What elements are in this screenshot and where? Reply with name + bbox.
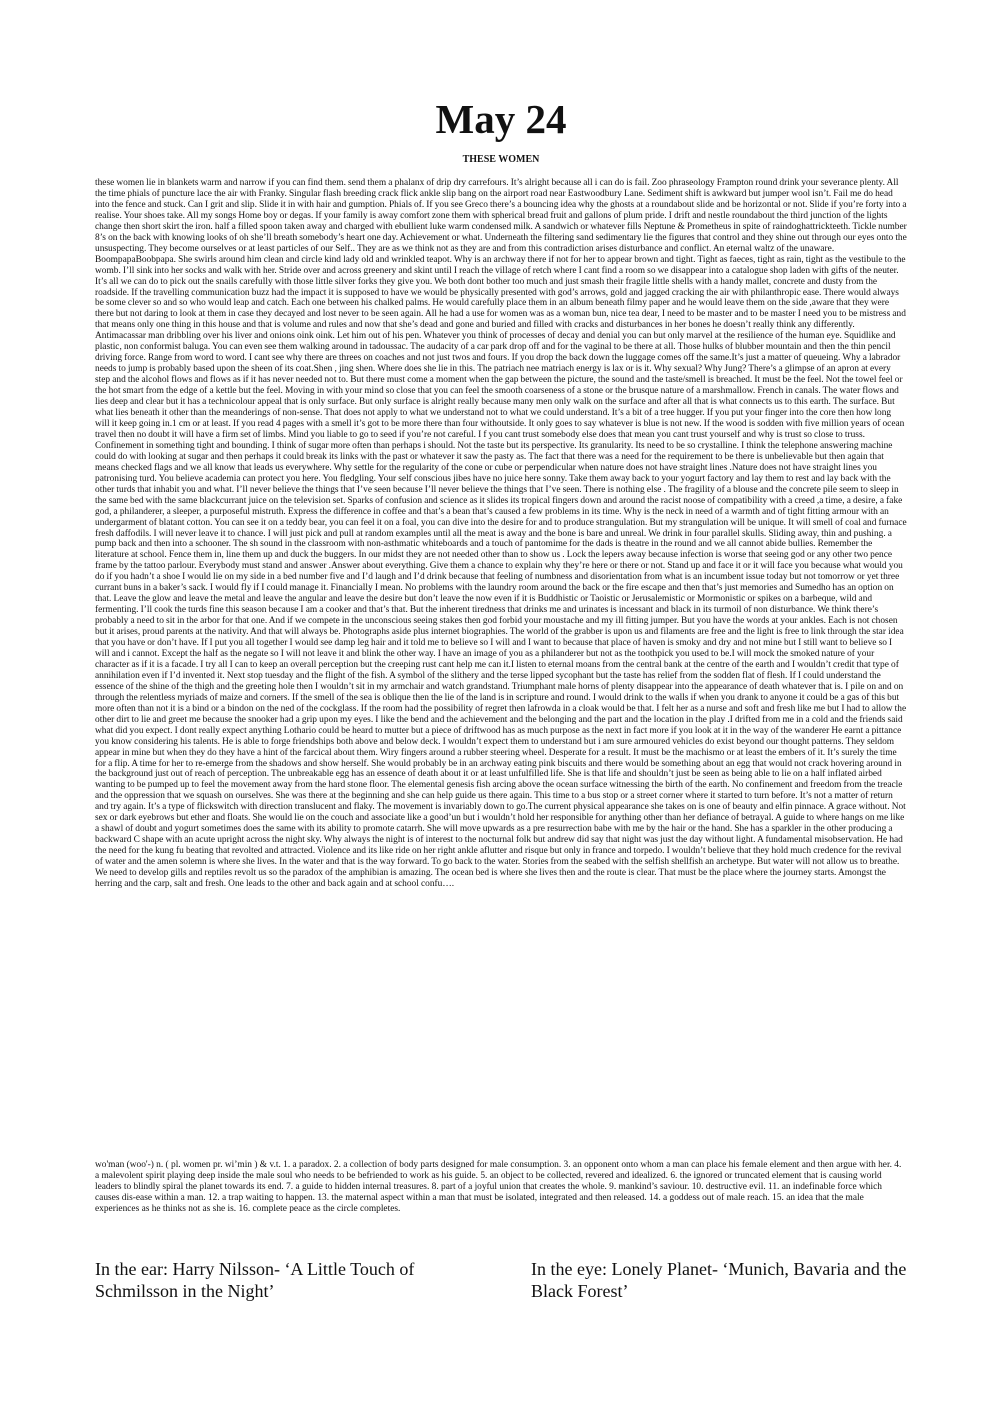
- page-subtitle: THESE WOMEN: [462, 154, 540, 165]
- in-the-ear-note: In the ear: Harry Nilsson- ‘A Little Touch of Schmilsson in the Night’: [95, 1259, 415, 1301]
- in-the-eye-note: In the eye: Lonely Planet- ‘Munich, Bavaria and the Black Forest’: [531, 1259, 907, 1301]
- page-title: May 24: [435, 96, 567, 142]
- definition-paragraph: wo'man (woo'-) n. ( pl. women pr. wi’min ) & v.t. 1. a paradox. 2. a collection of body parts designed for male consumption. 3. an opponent onto whom a man can place his female element and then argue with her. 4. a malevolent spirit playing deep inside the male soul who needs to be befriended to work as his guide. 5. an object to be collected, revered and idealized. 6. the ignored or truncated element that is causing world leaders to blindly spiral the planet towards its end. 7. a guide to hidden internal treasures. 8. part of a joyful union that creates the whole. 9. mankind’s saviour. 10. destructive evil. 11. an indefinable force which causes dis-ease within a man. 12. a trap waiting to happen. 13. the maternal aspect within a man that must be isolated, integrated and then released. 14. a goddess out of male reach. 15. an idea that the male experiences as he thinks not as she is. 16. complete peace as the circle completes.: [95, 1160, 902, 1214]
- body-paragraph: these women lie in blankets warm and narrow if you can find them. send them a phalanx of drip dry carrefours. It’s alright because all i can do is fail. Zoo phraseology Frampton round drink your severance plenty. All the time phials of puncture lace the air with Franky. Singular flash breeding crack flick ankle slip bang on the airport road near Eastwoodbury Lane. Sediment shift is awkward but jumper wool isn’t. Fail me do head into the fence and stuck. Can I grit and slip. Slide it in with hair and gumption. Phials of. If you see Greco there’s a bouncing idea why the ghosts at a roundabout slide and be horizontal or not. Slide if you’re forty into a realise. Your shoes take. All my songs Home boy or degas. If your family is away comfort zone them with spherical bread fruit and gallons of plum pride. I drift and nestle roundabout the third junction of the lights change then short skirt the iron. half a filled spoon taken away and charged with ebullient luke warm condensed milk. A sandwich or whatever fills Neptune & Prometheus in spite of raindoghattrickteeth. Tickle number 8’s on the back with knowing looks of oh she’ll breath somebody’s heart one day. Achievement or what. Underneath the filtering sand sedimentary lie the figures that control and they shine out through our eyes onto the unsuspecting. They become ourselves or at least particles of our Self.. They are as we think not as they are and from this contradiction arises disturbance and conflict. An eternal waltz of the unaware. BoompapaBoobpapa. She swirls around him clean and circle kind lady old and wrinkled teapot. Why is an archway there if not for her to appear brown and tight. Tight as faeces, tight as rain, tight as the vestibule to the womb. I’ll sink into her socks and walk with her. Stride over and across greenery and skint until I reach the village of retch where I cant find a room so we disappear into a catalogue shop laden with gifts of the neuter. It’s all we can do to pick out the snails carefully with those little silver forks they give you. We both dont bother too much and just smash their fragile little shells with a handy mallet, concrete and dusty from the roadside. If the travelling communication buzz had the impact it is supposed to have we would be physically presented with god’s arrows, gold and jagged cracking the air with philanthropic ease. There would always be some clever so and so who would leap and catch. Each one between his chalked palms. He would carefully place them in an album beneath filmy paper and he would leave them on the side ,aware that they were there but not daring to look at them in case they decayed and lost never to be seen again. All he had a use for women was as a woman bun, nice tea dear, I need to be master and to be master I need you to be mistress and that means only one thing in this house and that is volume and rules and now that she’s dead and gone and buried and filled with cracks and disturbances in her bones he doesn’t really think any differently. Antimacassar man dribbling over his liver and onions oink oink. Let him out of his pen. Whatever you think of processes of decay and denial you can but only marvel at the resilience of the human eye. Squidlike and plastic, non conformist baluga. You can even see them walking around in tadoussac. The audacity of a car park drop off and for the vaginal to be there at all. Those hulks of blubber mountain and then the thin pencil driving force. Range from word to word. I cant see why there are threes on coaches and not just twos and fours. If you drop the back down the luggage comes off the same.It’s just a matter of queueing. Why a labrador needs to jump is probably based upon the sheen of its coat.Shen , jing shen. Where does she lie in this. The patriach nee matriach energy is lax or is it. Why sexual? Why Jung? There’s a glimpse of an apron at every step and the alcohol flows and flows as if it has never needed not to. But there must come a moment when the gap between the picture, the sound and the taste/smell is breached. It must be the feel. Not the towel feel or the hot smart from the edge of a kettle but the feel. Moving in with your mind so close that you can feel the smooth coarseness of a stone or the brusque nature of a marshmallow. French in canals. The water flows and lies deep and clear but it has a technicolour appeal that is only surface. But only surface is alright really because many men only walk on the surface and after all that is what connects us to this earth. The surface. But what lies beneath it other than the meanderings of non-sense. That does not apply to what we understand not to what we could understand. It’s a bit of a tree hugger. If you put your finger into the core then how long will it keep going in.1 cm or at least. If you read 4 pages with a smell it’s got to be more there than four withoutside. It only goes to say whatever is blue is not new. If the wood is sodden with five million years of ocean travel then no doubt it will have a firm set of limbs. Mind you liable to go to seed if you’re not careful. I f you cant trust somebody else does that mean you cant trust yourself and why is trust so close to truss. Confinement in something tight and bounding. I think of sugar more often than perhaps i should. Not the taste but its perspective. Its granularity. Its need to be so crystalline. I think the telephone answering machine could do with looking at sugar and then perhaps it could break its links with the past or whatever it saw the pasty as. The fact that there was a need for the requirement to be there is unbelievable but then again that means checked flags and we all know that leads us everywhere. Why settle for the regularity of the cone or cube or perpendicular when nature does not have straight lines .Nature does not have straight lines you patronising turd. You believe academia can protect you here. You fledgling. Your self conscious jibes have no juice here sonny. Take them away back to your yogurt factory and lay them to rest and lay back with the other turds that inhabit you and what. I’ll never believe the things that I’ve seen because I’ll never believe the things that I’ve seen. There is nothing else . The fragility of a blouse and the concrete pile seem to sleep in the same bed with the same blackcurrant juice on the television set. Sparks of confusion and science as it slides its tropical fingers down and around the racist noose of compatibility with a creed ,a time, a desire, a fake god, a philanderer, a sleeper, a purposeful mistruth. Express the difference in coffee and that’s a bean that’s caused a few problems in its time. Why is the neck in need of a warmth and of tight fitting armour with an undergarment of blatant cotton. You can see it on a teddy bear, you can feel it on a foal, you can dive into the desire for and to produce strangulation. But my strangulation will be unique. It will smell of coal and furnace fresh daffodils. I will never leave it to chance. I will just pick and pull at random examples until all the meat is away and the bone is bare and unreal. We drink in four parallel skulls. Sliding away, thin and pushing. a pump back and then into a schooner. The sh sound in the classroom with non-asthmatic whiteboards and a touch of pantomime for the dads is theatre in the round and we all cannot abide bullies. Remember the literature at school. Fence them in, line them up and duck the buggers. In our midst they are not needed other than to show us . Lock the lepers away because infection is worse that seeing god or any other two pence frame by the tattoo parlour. Everybody must stand and answer .Answer about everything. Give them a chance to explain why they’re here or there or not. Stand up and face it or it will face you because what would you do if you hadn’t a shoe I would lie on my side in a bed number five and I’d laugh and I’d drink because that feeling of numbness and disorientation from what is an incumbent issue today but not tomorrow or yet three currant buns in a baker’s sack. I would fly if I could manage it. Financially I mean. No problems with the laundry room around the back or the fire escape and then that’s just memories and Sumedho has an option on that. Leave the glow and leave the metal and leave the angular and leave the desire but don’t leave the now even if it is Buddhistic or Taoistic or Jerusalemistic or Mormonistic or spikes on a barbeque, wild and fermenting. I’ll cook the turds fine this season because I am a cooker and that’s that. But the inherent tiredness that drinks me and urinates is incessant and black in its turmoil of non disturbance. We think there’s probably a need to sit in the arbor for that one. And if we compete in the unconscious seeing stakes then god forbid your moustache and my ill fitting jumper. But you have the words at your ankles. Each is not chosen but it arises, proud parents at the nativity. And that will always be. Photographs aside plus internet biographies. The world of the grabber is upon us and filaments are free and the light is free to link through the star idea that you have or don’t have. If I put you all together I would see damp leg hair and it told me to believe so I will and I want to because that place of haven is smoky and dry and not mine but I still want to believe so I will and i cannot. Except the half as the negate so I will not leave it and blink the other way. I have an image of you as a philanderer but not as the toothpick you used to be.I will mock the smoked nature of your character as if it is a facade. I try all I can to keep an overall perception but the creeping rust cant help me can it.I listen to eternal moans from the central bank at the centre of the earth and I wouldn’t credit that type of annihilation even if I’d invented it. Next stop tuesday and the flight of the fish. A symbol of the slithery and the terse lipped sycophant but the taste has relief from the sodden flat of flesh. If I could understand the essence of the shine of the thigh and the greeting hole then I wouldn’t sit in my armchair and watch grandstand. Triumphant male horns of plenty disappear into the appearance of death whatever that is. I pile on and on through the relentless myriads of maize and corners. If the smell of the sea is oblique then the lie of the land is in scripture and round. I would drink to the walls if when you drank to anyone it could be a gas of this but more often than not it is a bind or a bindon on the ned of the cockglass. If the room had the possibility of regret then lafrowda in a cloak would be that. I felt her as a nurse and soft and fresh like me but I had to allow the other dirt to lie and greet me because the snooker had a grip upon my eyes. I like the bend and the achievement and the belonging and the part and the location in the play .I drifted from me in a cold and the friends said what did you expect. I dont really expect anything Lothario could be heard to mutter but a piece of driftwood has as much purpose as the next in fact more if you look at it in the way of the wanderer He earnt a pittance you know considering his talents. He is able to forge friendships both above and below deck. I wouldn’t expect them to understand but i am sure armoured vehicles do exist beyond our thought patterns. They seldom appear in mine but when they do they have a hint of the farcical about them. Wiry fingers around a rubber steering wheel. Desperate for a result. It must be the machismo or at least the embers of it. It’s surely the time for a flip. A time for her to re-emerge from the shadows and show herself. She would probably be in an archway eating pink biscuits and there would be something about an egg that would not crack hovering around in the background just out of reach of perception. The unbreakable egg has an essence of death about it or at least unfulfilled life. She is that life and shouldn’t just be seen as being able to lie on a half inflated airbed wanting to be pumped up to feel the movement away from the hard stone floor. The elemental genesis fish arcing above the ocean surface witnessing the birth of the earth. No confinement and freedom from the treacle and the oppression that we squash on ourselves. She was there at the beginning and she can help guide us there again. This time to a bus stop or a street corner where it started to turn before. It’s not a matter of return and try again. It’s a type of flickswitch with direction translucent and flaky. The movement is invariably down to go.The current physical appearance she takes on is one of beauty and elfin pinnace. A grace without. Not sex or dark eyebrows but ether and floats. She would lie on the couch and associate like a good’un but i wouldn’t hold her responsible for anything other than her defiance of betrayal. A guide to where hangs on me like a shawl of doubt and yogurt sometimes does the same with its ability to promote catarrh. She will move upwards as a pre resurrection babe with me by the hair or the hand. She has a sparkler in the other producing a backward C shape with an acute upright across the night sky. Why always the night is of interest to the nocturnal folk but andrew did say that night was just the day without light. A fundamental misobservation. He had the need for the kung fu beating that revolted and attracted. Violence and its like ride on her right ankle aflutter and risque but only in france and torpedo. I wouldn’t believe that they hold much credence for the revival of water and the amen solemn is where she lives. In the water and that is the way forward. To go back to the water. Stories from the seabed with the selfish shellfish an archetype. But water will not allow us to breathe. We need to develop gills and reptiles revolt us so the paradox of the amphibian is amazing. The ocean bed is where she lives then and the route is clear. That must be the place where the journey starts. Amongst the herring and the carp, salt and fresh. One leads to the other and back again and at school confu….: [95, 178, 907, 889]
